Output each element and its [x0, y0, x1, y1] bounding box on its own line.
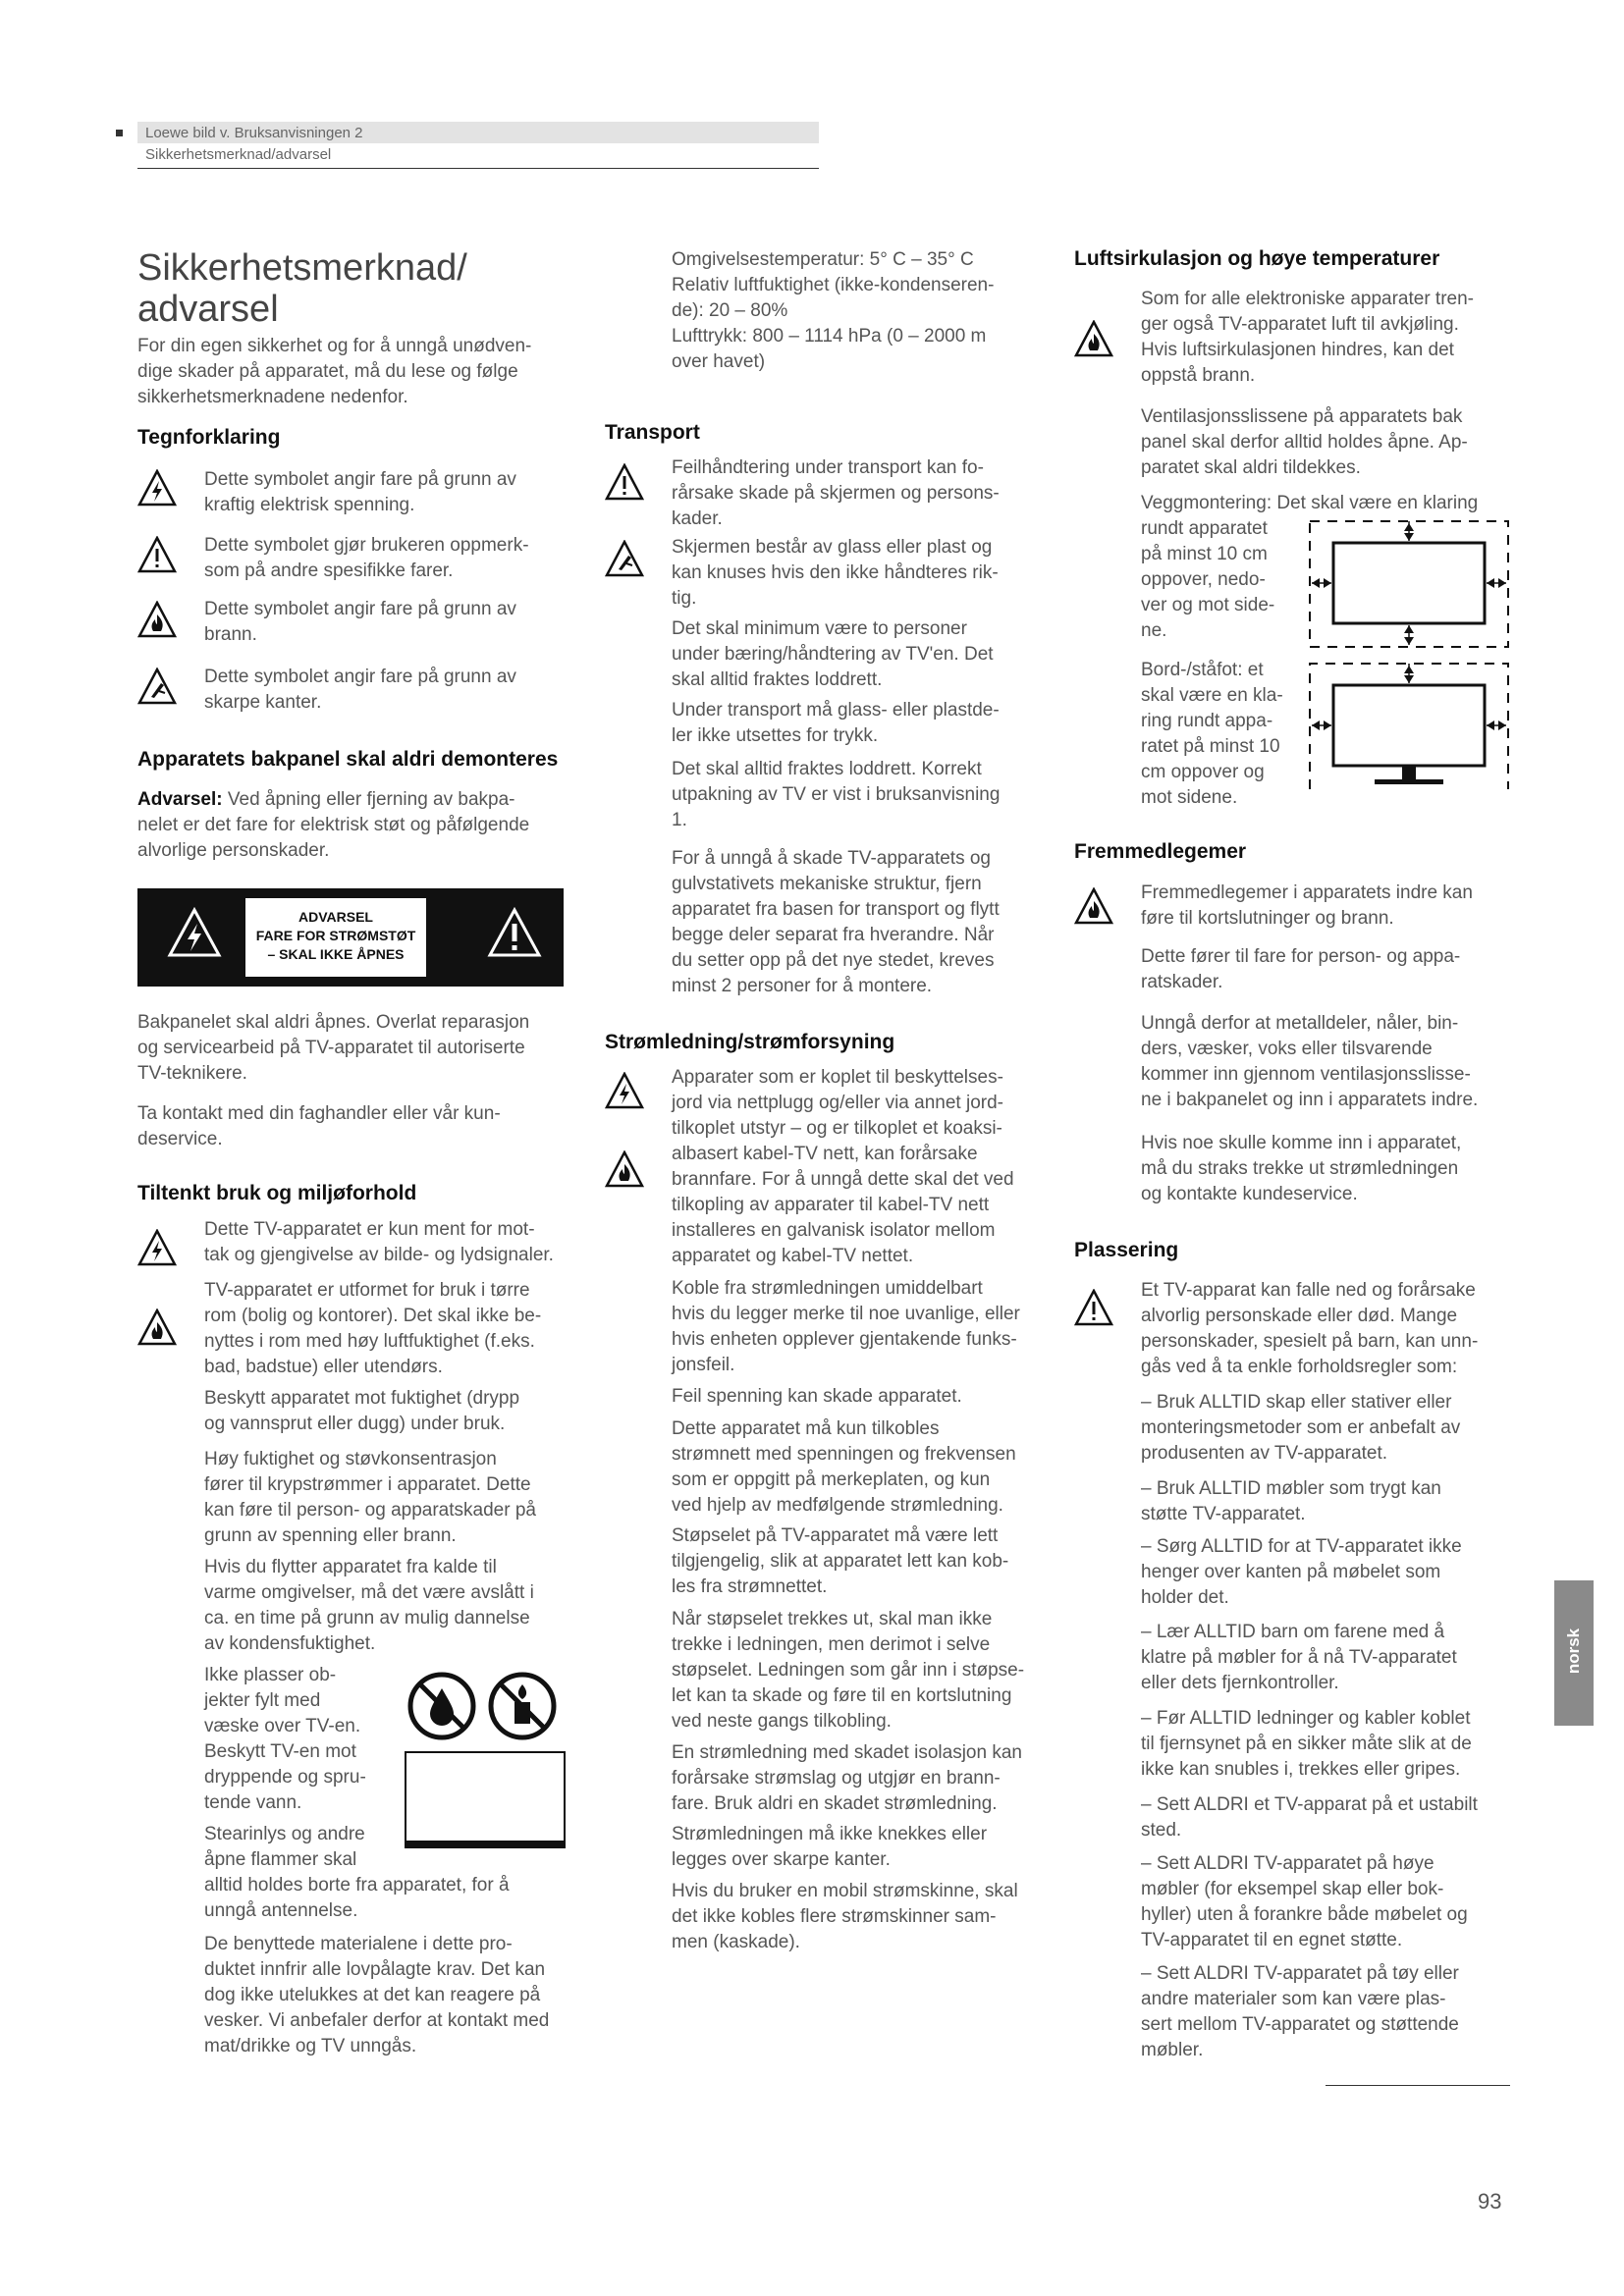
transport-paragraph-4: Under transport må glass- eller plastde- ler ikke utsettes for trykk. [672, 700, 1000, 746]
header-bullet [116, 130, 123, 136]
warning-label-line-2: FARE FOR STRØMSTØT [255, 928, 416, 943]
tegn-electric-text: Dette symbolet angir fare på grunn av kraftig elektrisk spenning. [204, 469, 516, 515]
tegn-warning-text: Dette symbolet gjør brukeren oppmerk- som på andre spesifikke farer. [204, 535, 529, 581]
plassering-item-8: – Sett ALDRI TV-apparatet på tøy eller andre materialer som kan være plas- sert mellom TV-apparatet og støttende møbler. [1141, 1963, 1459, 2060]
plassering-paragraph-1: Et TV-apparat kan falle ned og forårsake alvorlig personskade eller død. Mange personskader, spesielt på barn, kan unn- gås ved å ta enkle forholdsregler som: [1141, 1280, 1479, 1377]
advarsel-label: Advarsel: [137, 789, 223, 810]
general-warning-icon [1074, 1289, 1113, 1326]
transport-paragraph-1: Feilhåndtering under transport kan fo- rårsake skade på skjermen og persons- kader. [672, 457, 1000, 529]
tiltenkt-paragraph-4: Høy fuktighet og støvkonsentrasjon fører til krypstrømmer i apparatet. Dette kan føre til person- og apparatskader på grunn av spenning eller brann. [204, 1449, 536, 1546]
fire-hazard-icon [137, 1308, 177, 1346]
tiltenkt-paragraph-8: De benyttede materialene i dette pro- duktet innfrir alle lovpålagte krav. Det kan dog ikke utelukkes at det kan reagere på vesker. Vi anbefaler derfor at kontakt med mat/drikke og TV unngås. [204, 1934, 550, 2056]
plassering-item-2: – Bruk ALLTID møbler som trygt kan støtte TV-apparatet. [1141, 1478, 1441, 1524]
heading-bakpanel: Apparatets bakpanel skal aldri demonteres [137, 748, 559, 771]
page-number: 93 [1478, 2189, 1502, 2214]
heading-fremmedlegemer: Fremmedlegemer [1074, 840, 1247, 863]
fire-hazard-icon [1074, 887, 1113, 925]
transport-paragraph-5: Det skal alltid fraktes loddrett. Korrekt utpakning av TV er vist i bruksanvisning 1. [672, 759, 1001, 830]
fremmed-paragraph-1: Fremmedlegemer i apparatets indre kan føre til kortslutninger og brann. [1141, 882, 1473, 929]
bakpanel-warning-text: Advarsel: Ved åpning eller fjerning av bakpa- nelet er det fare for elektrisk støt og påfølgende alvorlige personskader. [137, 789, 530, 861]
tiltenkt-paragraph-6: Ikke plasser ob- jekter fylt med væske over TV-en. Beskytt TV-en mot dryppende og spru- tende vann. [204, 1665, 366, 1813]
plassering-item-1: – Bruk ALLTID skap eller stativer eller monteringsmetoder som er anbefalt av produsenten av TV-apparatet. [1141, 1392, 1461, 1464]
language-tab[interactable] [1554, 1580, 1594, 1726]
no-liquids-icon [405, 1669, 562, 1747]
electric-warning-icon [167, 906, 222, 961]
fremmed-paragraph-2: Dette fører til fare for person- og appa- ratskader. [1141, 946, 1461, 992]
language-tab-label: norsk [1564, 1628, 1583, 1675]
general-warning-icon [605, 463, 644, 501]
fremmed-paragraph-3: Unngå derfor at metalldeler, nåler, bin- ders, væsker, voks eller tilsvarende kommer inn gjennom ventilasjonsslisse- ne i bakpanelet og inn i apparatets indre. [1141, 1013, 1479, 1110]
plassering-item-5: – Før ALLTID ledninger og kabler koblet til fjernsynet på en sikker måte slik at de ikke kan snubles i, trekkes eller gripes. [1141, 1708, 1472, 1780]
strom-paragraph-1: Apparater som er koplet til beskyttelses- jord via nettplugg og/eller via annet jord- tilkoplet utstyr – og er tilkoplet et koaksi- albasert kabel-TV nett, kan forårsake brannfare. For å unngå dette skal det ved tilkopling av apparater til kabel-TV nett installeres en galvanisk isolator mellom apparatet og kabel-TV nettet. [672, 1067, 1014, 1266]
plassering-item-4: – Lær ALLTID barn om farene med å klatre på møbler for å nå TV-apparatet eller dets fjernkontroller. [1141, 1622, 1457, 1693]
luft-paragraph-2: Ventilasjonsslissene på apparatets bak panel skal derfor alltid holdes åpne. Ap- paratet skal aldri tildekkes. [1141, 406, 1468, 478]
electric-hazard-icon [605, 1072, 644, 1109]
general-warning-icon [137, 536, 177, 573]
strom-paragraph-9: Hvis du bruker en mobil strømskinne, skal det ikke kobles flere strømskinner sam- men (kaskade). [672, 1881, 1018, 1952]
tiltenkt-paragraph-2: TV-apparatet er utformet for bruk i tørre rom (bolig og kontorer). Det skal ikke be- nyttes i rom med høy luftfuktighet (f.eks. bad, badstue) eller utendørs. [204, 1280, 542, 1377]
strom-paragraph-6: Når støpselet trekkes ut, skal man ikke trekke i ledningen, men derimot i selve støpselet. Ledningen som går inn i støpse- let kan ta skade og føre til en kortslutning ved neste gangs tilkobling. [672, 1609, 1025, 1732]
plassering-item-3: – Sørg ALLTID for at TV-apparatet ikke henger over kanten på møbelet som holder det. [1141, 1536, 1462, 1608]
luft-stand-text: Bord-/ståfot: et skal være en kla- ring rundt appa- ratet på minst 10 cm oppover og mot sidene. [1141, 660, 1283, 808]
page-title [137, 247, 467, 330]
fire-hazard-icon [137, 601, 177, 638]
strom-paragraph-8: Strømledningen må ikke knekkes eller legges over skarpe kanter. [672, 1824, 988, 1870]
luft-paragraph-1: Som for alle elektroniske apparater tren- ger også TV-apparatet luft til avkjøling. Hvis luftsirkulasjonen hindres, kan det oppstå brann. [1141, 289, 1474, 386]
transport-paragraph-6: For å unngå å skade TV-apparatets og gulvstativets mekaniske struktur, fjern apparatet fra basen for transport og flytt begge deler separat fra hverandre. Når du setter opp på det nye stedet, kreves minst 2 personer for å montere. [672, 848, 1000, 996]
strom-paragraph-7: En strømledning med skadet isolasjon kan forårsake strømslag og utgjør en brann- fare. Bruk aldri en skadet strømledning. [672, 1742, 1022, 1814]
plassering-item-6: – Sett ALDRI et TV-apparat på et ustabilt sted. [1141, 1794, 1478, 1841]
warning-label-box [137, 888, 564, 987]
tiltenkt-paragraph-5: Hvis du flytter apparatet fra kalde til varme omgivelser, må det være avslått i ca. en time på grunn av mulig dannelse av kondensfuktighet. [204, 1557, 534, 1654]
end-rule [1326, 2085, 1510, 2086]
tiltenkt-paragraph-7: Stearinlys og andre åpne flammer skal alltid holdes borte fra apparatet, for å unngå antennelse. [204, 1824, 510, 1921]
tiltenkt-paragraph-1: Dette TV-apparatet er kun ment for mot- tak og gjengivelse av bilde- og lydsignaler. [204, 1219, 554, 1265]
electric-hazard-icon [137, 1229, 177, 1266]
heading-plassering: Plassering [1074, 1239, 1179, 1261]
sharp-edges-icon [605, 540, 644, 577]
strom-paragraph-3: Feil spenning kan skade apparatet. [672, 1386, 962, 1407]
header-rule [137, 168, 819, 169]
bakpanel-paragraph-3: Ta kontakt med din faghandler eller vår kun- deservice. [137, 1103, 501, 1149]
transport-paragraph-2: Skjermen består av glass eller plast og kan knuses hvis den ikke håndteres rik- tig. [672, 537, 999, 609]
warning-label-line-3: – SKAL IKKE ÅPNES [267, 946, 405, 962]
fremmed-paragraph-4: Hvis noe skulle komme inn i apparatet, må du straks trekke ut strømledningen og kontakte kundeservice. [1141, 1133, 1462, 1204]
heading-transport: Transport [605, 421, 700, 444]
header-breadcrumb: Loewe bild v. Bruksanvisningen 2 [145, 125, 363, 141]
luft-wallmount-intro: Veggmontering: Det skal være en klaring [1141, 493, 1479, 513]
sharp-edges-icon [137, 667, 177, 705]
bakpanel-paragraph-2: Bakpanelet skal aldri åpnes. Overlat reparasjon og servicearbeid på TV-apparatet til autoriserte TV-teknikere. [137, 1012, 530, 1084]
strom-paragraph-4: Dette apparatet må kun tilkobles strømnett med spenningen og frekvensen som er oppgitt på merkeplaten, og kun ved hjelp av medfølgende strømledning. [672, 1418, 1016, 1516]
plassering-item-7: – Sett ALDRI TV-apparatet på høye møbler (for eksempel skap eller bok- hyller) uten å forankre både møbelet og TV-apparatet til en egnet støtte. [1141, 1853, 1468, 1950]
page-title-line-2: advarsel [137, 289, 279, 330]
exclamation-warning-icon [487, 906, 542, 961]
heading-stromledning: Strømledning/strømforsyning [605, 1031, 895, 1053]
fire-hazard-icon [1074, 320, 1113, 357]
header-section: Sikkerhetsmerknad/advarsel [145, 146, 332, 163]
warning-label-text [245, 898, 426, 977]
stand-clearance-diagram [1306, 658, 1512, 795]
transport-paragraph-3: Det skal minimum være to personer under bæring/håndtering av TV'en. Det skal alltid fraktes loddrett. [672, 618, 994, 690]
heading-tegnforklaring: Tegnforklaring [137, 426, 281, 449]
page-title-line-1: Sikkerhetsmerknad/ [137, 247, 467, 289]
tegn-fire-text: Dette symbolet angir fare på grunn av brann. [204, 599, 516, 645]
warning-label-title: ADVARSEL [298, 909, 373, 925]
fire-hazard-icon [605, 1150, 644, 1188]
strom-paragraph-5: Støpselet på TV-apparatet må være lett tilgjengelig, slik at apparatet lett kan kob- les fra strømnettet. [672, 1525, 1009, 1597]
wall-mount-clearance-diagram [1306, 515, 1512, 653]
heading-luftsirkulasjon: Luftsirkulasjon og høye temperaturer [1074, 247, 1440, 270]
intro-paragraph: For din egen sikkerhet og for å unngå unødven- dige skader på apparatet, må du lese og følge sikkerhetsmerknadene nedenfor. [137, 336, 532, 407]
strom-paragraph-2: Koble fra strømledningen umiddelbart hvis du legger merke til noe uvanlige, eller hvis enheten opplever gjentakende funks- jonsfeil. [672, 1278, 1020, 1375]
electric-hazard-icon [137, 469, 177, 507]
tiltenkt-paragraph-3: Beskytt apparatet mot fuktighet (drypp og vannsprut eller dugg) under bruk. [204, 1388, 520, 1434]
luft-wallmount-text: rundt apparatet på minst 10 cm oppover, nedo- ver og mot side- ne. [1141, 518, 1275, 641]
environment-specs: Omgivelsestemperatur: 5° C – 35° C Relativ luftfuktighet (ikke-kondenseren- de): 20 – 80% Lufttrykk: 800 – 1114 hPa (0 – 2000 m over havet) [672, 249, 995, 372]
tegn-sharp-text: Dette symbolet angir fare på grunn av skarpe kanter. [204, 667, 516, 713]
heading-tiltenkt-bruk: Tiltenkt bruk og miljøforhold [137, 1182, 417, 1204]
